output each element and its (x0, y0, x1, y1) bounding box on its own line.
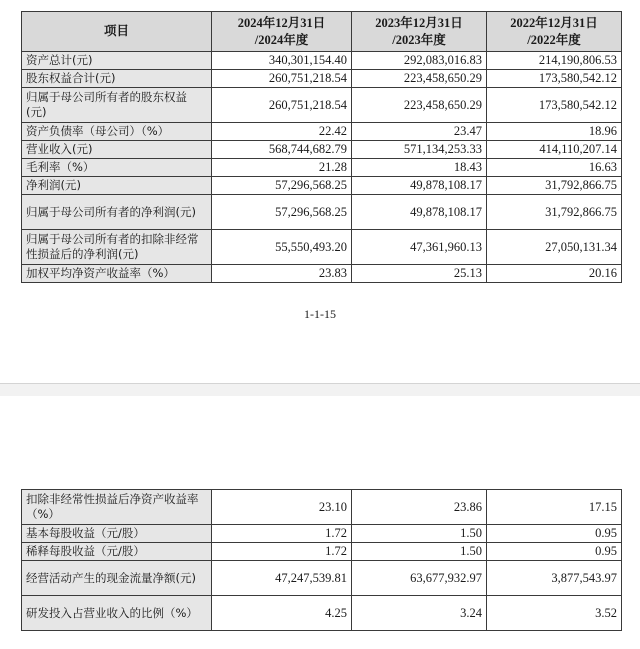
row-label: 基本每股收益（元/股） (22, 525, 212, 543)
value-2024: 47,247,539.81 (212, 561, 352, 596)
value-2022: 27,050,131.34 (487, 230, 622, 265)
row-label: 加权平均净资产收益率（%） (22, 265, 212, 283)
row-label: 资产总计(元) (22, 52, 212, 70)
value-2022: 31,792,866.75 (487, 177, 622, 195)
value-2024: 340,301,154.40 (212, 52, 352, 70)
value-2024: 55,550,493.20 (212, 230, 352, 265)
value-2023: 47,361,960.13 (352, 230, 487, 265)
value-2022: 0.95 (487, 543, 622, 561)
row-label: 稀释每股收益（元/股） (22, 543, 212, 561)
value-2024: 568,744,682.79 (212, 141, 352, 159)
value-2022: 173,580,542.12 (487, 70, 622, 88)
header-2024-line2: /2024年度 (254, 32, 309, 47)
value-2022: 18.96 (487, 123, 622, 141)
value-2022: 3,877,543.97 (487, 561, 622, 596)
value-2023: 23.86 (352, 490, 487, 525)
header-2022-line1: 2022年12月31日 (510, 15, 598, 30)
table-row (22, 123, 622, 141)
value-2023: 25.13 (352, 265, 487, 283)
value-2024: 22.42 (212, 123, 352, 141)
row-label: 营业收入(元) (22, 141, 212, 159)
value-2022: 16.63 (487, 159, 622, 177)
header-2024-line1: 2024年12月31日 (237, 15, 326, 30)
value-2022: 17.15 (487, 490, 622, 525)
value-2022: 173,580,542.12 (487, 88, 622, 123)
header-2022-line2: /2022年度 (527, 32, 581, 47)
row-label: 经营活动产生的现金流量净额(元) (22, 561, 212, 596)
row-label: 归属于母公司所有者的净利润(元) (22, 195, 212, 230)
value-2024: 57,296,568.25 (212, 195, 352, 230)
table-row (22, 596, 622, 631)
value-2024: 1.72 (212, 525, 352, 543)
value-2023: 1.50 (352, 525, 487, 543)
header-2023-line2: /2023年度 (392, 32, 446, 47)
row-label: 毛利率（%） (22, 159, 212, 177)
value-2024: 260,751,218.54 (212, 88, 352, 123)
value-2024: 23.10 (212, 490, 352, 525)
table-row (22, 70, 622, 88)
value-2024: 57,296,568.25 (212, 177, 352, 195)
value-2024: 23.83 (212, 265, 352, 283)
table-row (22, 543, 622, 561)
table-header-row (22, 12, 622, 52)
header-2024 (212, 12, 352, 52)
table-row (22, 52, 622, 70)
value-2023: 49,878,108.17 (352, 195, 487, 230)
table-row (22, 265, 622, 283)
value-2023: 3.24 (352, 596, 487, 631)
row-label: 研发投入占营业收入的比例（%） (22, 596, 212, 631)
financial-table-top (21, 11, 622, 283)
table-row (22, 195, 622, 230)
value-2023: 223,458,650.29 (352, 88, 487, 123)
value-2022: 0.95 (487, 525, 622, 543)
financial-table-bottom (21, 489, 622, 631)
value-2022: 414,110,207.14 (487, 141, 622, 159)
value-2023: 1.50 (352, 543, 487, 561)
row-label: 资产负债率（母公司）（%） (22, 123, 212, 141)
value-2022: 31,792,866.75 (487, 195, 622, 230)
page-number: 1-1-15 (304, 307, 336, 321)
table-row (22, 561, 622, 596)
header-2022 (487, 12, 622, 52)
value-2022: 3.52 (487, 596, 622, 631)
table-row (22, 490, 622, 525)
value-2024: 21.28 (212, 159, 352, 177)
row-label: 归属于母公司所有者的扣除非经常性损益后的净利润(元) (22, 230, 212, 265)
value-2024: 4.25 (212, 596, 352, 631)
header-item: 项目 (22, 12, 212, 52)
row-label: 归属于母公司所有者的股东权益(元) (22, 88, 212, 123)
table-row (22, 525, 622, 543)
table-row (22, 88, 622, 123)
value-2023: 223,458,650.29 (352, 70, 487, 88)
value-2022: 20.16 (487, 265, 622, 283)
table-row (22, 230, 622, 265)
value-2024: 1.72 (212, 543, 352, 561)
row-label: 扣除非经常性损益后净资产收益率（%） (22, 490, 212, 525)
value-2023: 18.43 (352, 159, 487, 177)
table-row (22, 141, 622, 159)
value-2023: 23.47 (352, 123, 487, 141)
row-label: 净利润(元) (22, 177, 212, 195)
table-row (22, 177, 622, 195)
row-label: 股东权益合计(元) (22, 70, 212, 88)
value-2023: 292,083,016.83 (352, 52, 487, 70)
value-2023: 571,134,253.33 (352, 141, 487, 159)
header-2023 (352, 12, 487, 52)
value-2023: 63,677,932.97 (352, 561, 487, 596)
value-2022: 214,190,806.53 (487, 52, 622, 70)
page-gap (0, 384, 640, 396)
value-2023: 49,878,108.17 (352, 177, 487, 195)
header-2023-line1: 2023年12月31日 (375, 15, 463, 30)
table-row (22, 159, 622, 177)
value-2024: 260,751,218.54 (212, 70, 352, 88)
